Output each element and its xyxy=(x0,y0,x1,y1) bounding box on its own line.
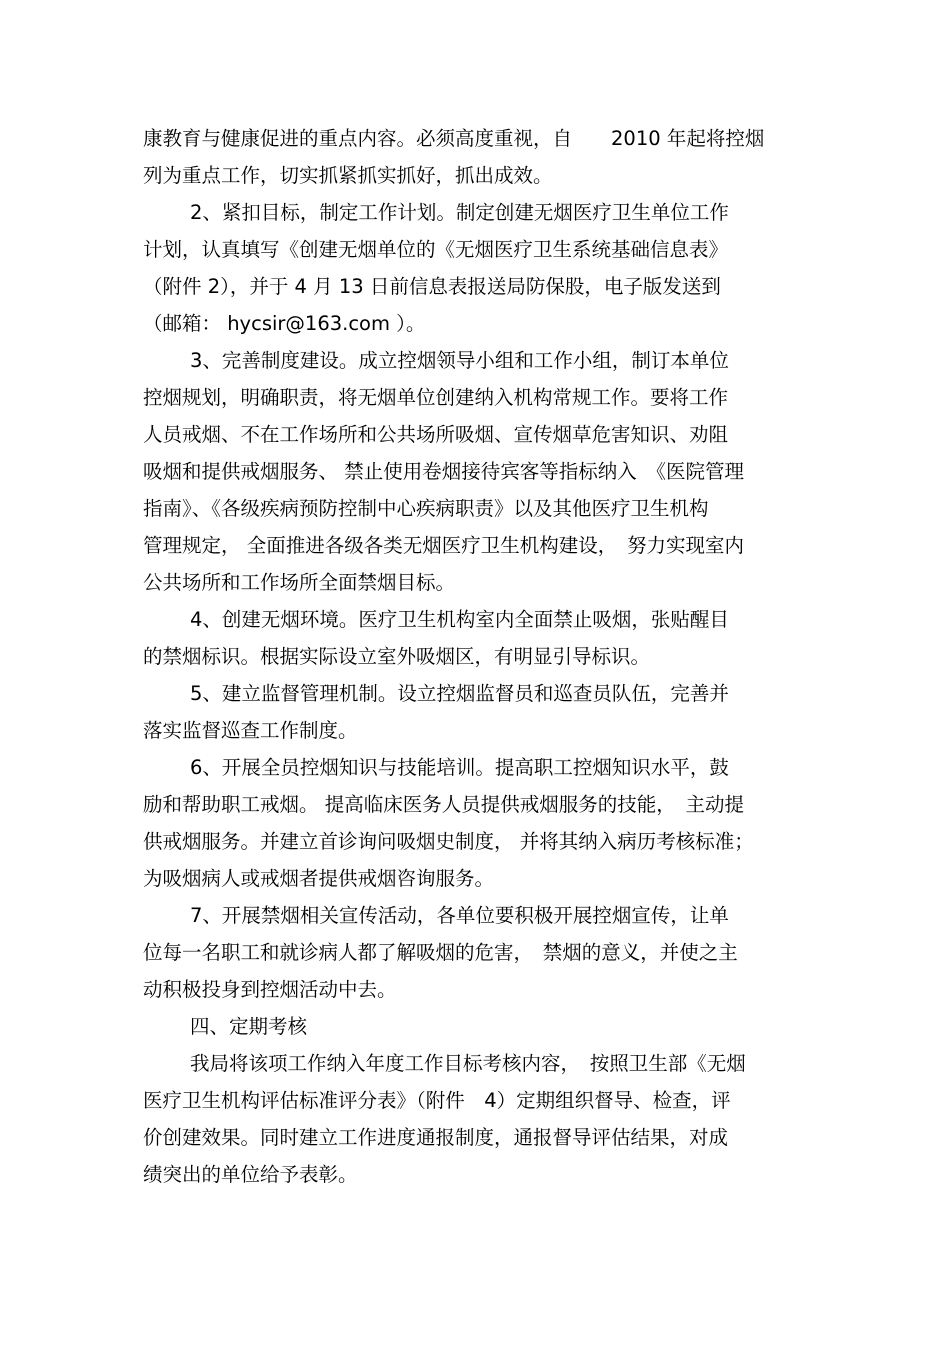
text-line: 动积极投身到控烟活动中去。 xyxy=(143,978,397,1001)
text-line: 落实监督巡查工作制度。 xyxy=(143,719,358,742)
text-line: 列为重点工作，切实抓紧抓实抓好，抓出成效。 xyxy=(143,164,553,187)
section-4-heading: 四、定期考核 xyxy=(190,1015,308,1038)
text-line: 控烟规划，明确职责，将无烟单位创建纳入机构常规工作。要将工作 xyxy=(143,386,729,409)
paragraph-7-heading: 7、开展禁烟相关宣传活动，各单位要积极开展控烟宣传，让单 xyxy=(190,904,729,927)
text-line: 康教育与健康促进的重点内容。必须高度重视，自 2010 年起将控烟 xyxy=(143,127,765,150)
paragraph-4-heading: 4、创建无烟环境。医疗卫生机构室内全面禁止吸烟，张贴醒目 xyxy=(190,608,729,631)
text-line: 我局将该项工作纳入年度工作目标考核内容， 按照卫生部《无烟 xyxy=(190,1052,746,1075)
text-line: 公共场所和工作场所全面禁烟目标。 xyxy=(143,571,456,594)
text-line: 绩突出的单位给予表彰。 xyxy=(143,1163,358,1186)
text-line: 价创建效果。同时建立工作进度通报制度，通报督导评估结果，对成 xyxy=(143,1126,729,1149)
text-line: 吸烟和提供戒烟服务、 禁止使用卷烟接待宾客等指标纳入 《医院管理 xyxy=(143,460,744,483)
text-line: 的禁烟标识。根据实际设立室外吸烟区，有明显引导标识。 xyxy=(143,645,651,668)
paragraph-6-heading: 6、开展全员控烟知识与技能培训。提高职工控烟知识水平，鼓 xyxy=(190,756,729,779)
text-line: 为吸烟病人或戒烟者提供戒烟咨询服务。 xyxy=(143,867,495,890)
text-line: 励和帮助职工戒烟。 提高临床医务人员提供戒烟服务的技能， 主动提 xyxy=(143,793,744,816)
text-line: （邮箱： hycsir@163.com ）。 xyxy=(143,312,426,335)
text-line: 指南》、《各级疾病预防控制中心疾病职责》以及其他医疗卫生机构 xyxy=(143,497,709,520)
text-line: 人员戒烟、不在工作场所和公共场所吸烟、宣传烟草危害知识、劝阻 xyxy=(143,423,729,446)
paragraph-3-heading: 3、完善制度建设。成立控烟领导小组和工作小组，制订本单位 xyxy=(190,349,729,372)
text-line: （附件 2），并于 4 月 13 日前信息表报送局防保股，电子版发送到 xyxy=(143,275,721,298)
paragraph-2-heading: 2、紧扣目标，制定工作计划。制定创建无烟医疗卫生单位工作 xyxy=(190,201,729,224)
text-line: 计划，认真填写《创建无烟单位的《无烟医疗卫生系统基础信息表》 xyxy=(143,238,729,261)
text-line: 管理规定， 全面推进各级各类无烟医疗卫生机构建设， 努力实现室内 xyxy=(143,534,744,557)
text-line: 位每一名职工和就诊病人都了解吸烟的危害， 禁烟的意义，并使之主 xyxy=(143,941,738,964)
paragraph-5-heading: 5、建立监督管理机制。设立控烟监督员和巡查员队伍，完善并 xyxy=(190,682,729,705)
text-line: 医疗卫生机构评估标准评分表》（附件 4）定期组织督导、检查，评 xyxy=(143,1089,731,1112)
text-line: 供戒烟服务。并建立首诊询问吸烟史制度， 并将其纳入病历考核标准； xyxy=(143,830,754,853)
